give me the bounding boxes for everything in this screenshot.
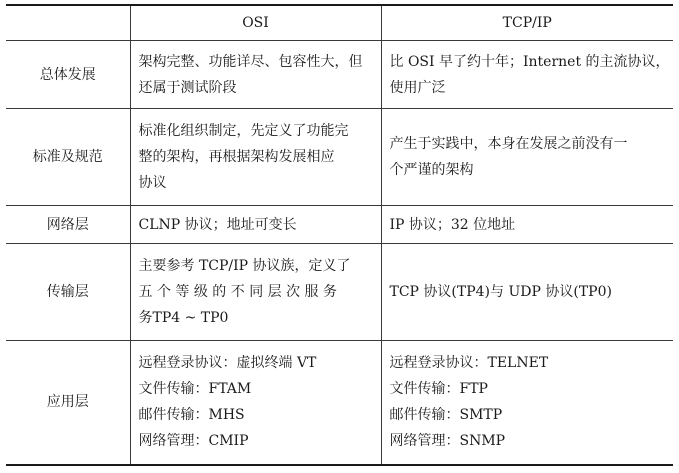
- cell-tcpip-network: [381, 206, 673, 244]
- cell-line: 文件传输：FTAM: [138, 381, 252, 398]
- row-label-transport: 传输层: [6, 244, 130, 341]
- cell-osi-network: [130, 206, 381, 244]
- cell-tcpip-overall: [381, 41, 673, 109]
- cell-tcpip-transport: [381, 244, 673, 341]
- cell-line: 使用广泛: [389, 79, 446, 96]
- row-label-standards: 标准及规范: [6, 109, 130, 206]
- table-row: [6, 341, 673, 465]
- osi-vs-tcpip-table: [6, 4, 673, 466]
- cell-line: 个严谨的架构: [389, 162, 474, 178]
- cell-line: 架构完整、功能详尽、包容性大，但: [138, 53, 363, 70]
- cell-line: 协议: [138, 175, 167, 191]
- cell-tcpip-standards: [381, 109, 673, 206]
- cell-line: 标准化组织制定，先定义了功能完: [138, 123, 349, 139]
- cell-osi-standards: [130, 109, 381, 206]
- cell-line: 邮件传输：MHS: [138, 407, 245, 424]
- table-row: [6, 109, 673, 206]
- cell-osi-overall: [130, 41, 381, 109]
- cell-line: 远程登录协议：虚拟终端 VT: [138, 355, 317, 372]
- cell-line: 产生于实践中，本身在发展之前没有一: [389, 136, 628, 152]
- cell-osi-application: [130, 341, 381, 465]
- cell-line: 远程登录协议：TELNET: [389, 355, 549, 372]
- header-tcpip: TCP/IP: [381, 5, 673, 41]
- row-label-application: 应用层: [6, 341, 130, 465]
- cell-line: 文件传输：FTP: [389, 381, 488, 398]
- table-row: [6, 41, 673, 109]
- cell-line: 主要参考 TCP/IP 协议族，定义了: [138, 258, 351, 274]
- cell-line: IP 协议；32 位地址: [389, 216, 516, 233]
- cell-line: 整的架构，再根据架构发展相应: [138, 149, 335, 165]
- cell-line: 网络管理：SNMP: [389, 433, 506, 450]
- header-osi: OSI: [130, 5, 381, 41]
- cell-line: CLNP 协议；地址可变长: [138, 216, 297, 233]
- cell-line: 务TP4 ~ TP0: [138, 310, 229, 326]
- table-row: [6, 244, 673, 341]
- header-row: [6, 5, 673, 41]
- cell-line: 邮件传输：SMTP: [389, 407, 503, 424]
- cell-line: TCP 协议(TP4)与 UDP 协议(TP0): [389, 284, 612, 300]
- cell-line: 还属于测试阶段: [138, 79, 237, 96]
- cell-line: 五 个 等 级 的 不 同 层 次 服 务: [138, 284, 338, 300]
- cell-osi-transport: [130, 244, 381, 341]
- cell-line: 比 OSI 早了约十年；Internet 的主流协议，: [389, 53, 670, 70]
- header-blank: [6, 5, 130, 41]
- row-label-overall: 总体发展: [6, 41, 130, 109]
- table-row: [6, 206, 673, 244]
- cell-line: 网络管理：CMIP: [138, 433, 249, 450]
- row-label-network: 网络层: [6, 206, 130, 244]
- cell-tcpip-application: [381, 341, 673, 465]
